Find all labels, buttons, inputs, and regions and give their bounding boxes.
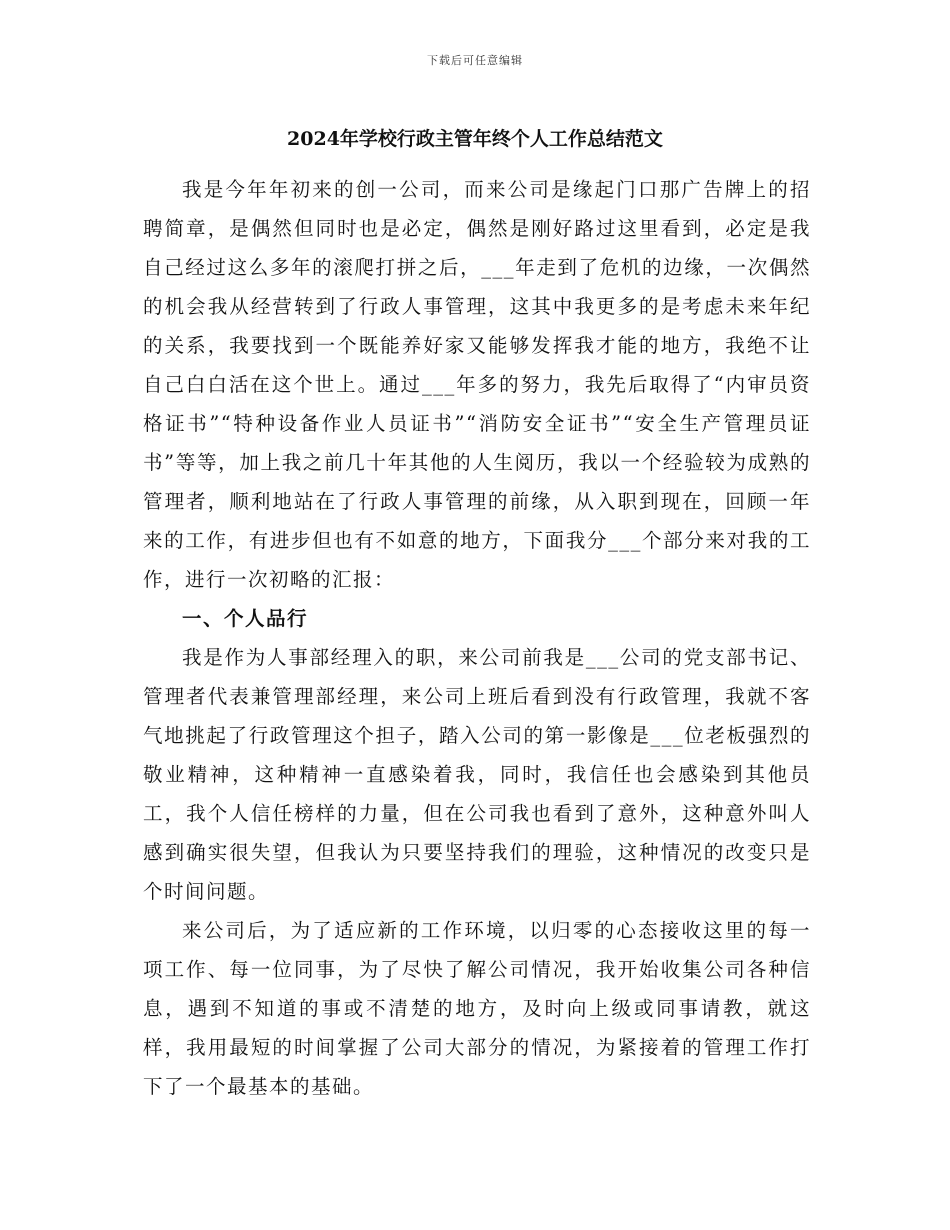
section-heading-personal-conduct: 一、个人品行 xyxy=(182,607,309,630)
page-title: 2024年学校行政主管年终个人工作总结范文 xyxy=(287,128,663,150)
header-note: 下载后可任意编辑 xyxy=(427,54,523,67)
document-body xyxy=(143,170,811,1106)
paragraph-intro: 我是今年年初来的创一公司，而来公司是缘起门口那广告牌上的招聘简章，是偶然但同时也是必定，偶然是刚好路过这里看到，必定是我自己经过这么多年的滚爬打拼之后，___年走到了危机的边缘，一次偶然的机会我从经营转到了行政人事管理，这其中我更多的是考虑未来年纪的关系，我要找到一个既能养好家又能够发挥我才能的地方，我绝不让自己白白活在这个世上。通过___年多的努力，我先后取得了“内审员资格证书”“特种设备作业人员证书”“消防安全证书”“安全生产管理员证书”等等，加上我之前几十年其他的人生阅历，我以一个经验较为成熟的管理者，顺利地站在了行政人事管理的前缘，从入职到现在，回顾一年来的工作，有进步但也有不如意的地方，下面我分___个部分来对我的工作，进行一次初略的汇报： xyxy=(143,178,811,591)
paragraph-personal-conduct: 我是作为人事部经理入的职，来公司前我是___公司的党支部书记、管理者代表兼管理部经理，来公司上班后看到没有行政管理，我就不客气地挑起了行政管理这个担子，踏入公司的第一影像是___位老板强烈的敬业精神，这种精神一直感染着我，同时，我信任也会感染到其他员工，我个人信任榜样的力量，但在公司我也看到了意外，这种意外叫人感到确实很失望，但我认为只要坚持我们的理验，这种情况的改变只是个时间问题。 xyxy=(143,646,811,903)
paragraph-adaptation: 来公司后，为了适应新的工作环境，以归零的心态接收这里的每一项工作、每一位同事，为了尽快了解公司情况，我开始收集公司各种信息，遇到不知道的事或不清楚的地方，及时向上级或同事请教，就这样，我用最短的时间掌握了公司大部分的情况，为紧接着的管理工作打下了一个最基本的基础。 xyxy=(143,919,811,1098)
